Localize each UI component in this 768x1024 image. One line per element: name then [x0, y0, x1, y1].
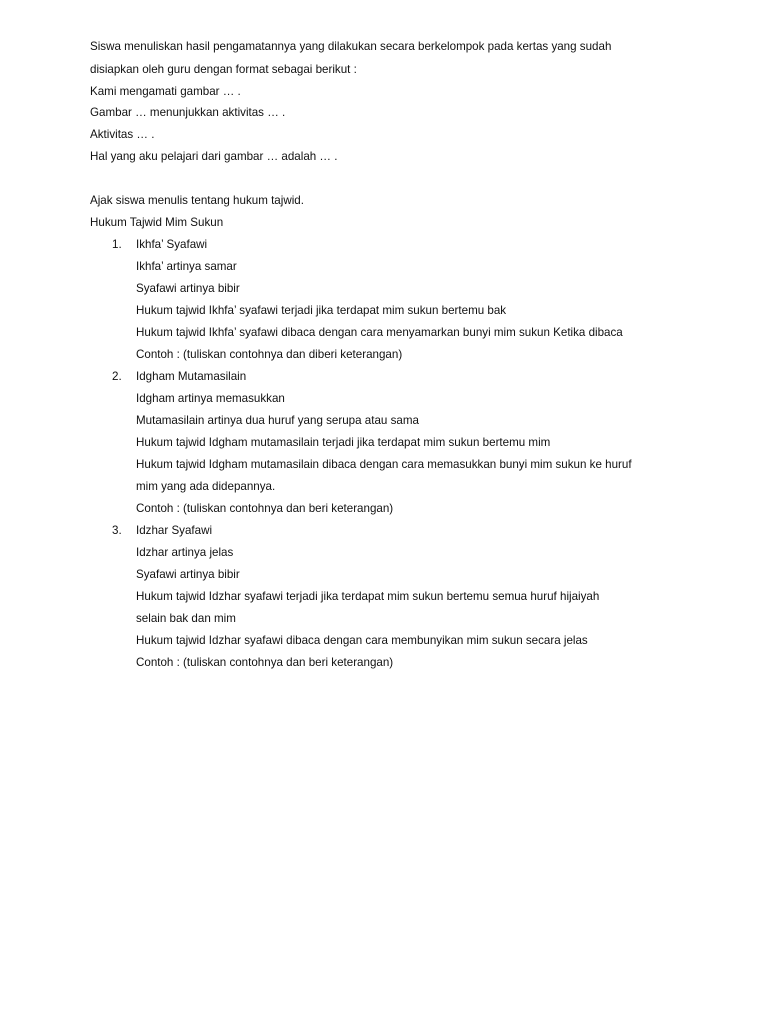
- format-line-3: Aktivitas … .: [90, 128, 155, 141]
- list-item-line: Contoh : (tuliskan contohnya dan beri keterangan): [136, 502, 394, 515]
- list-item-line: Syafawi artinya bibir: [136, 282, 240, 295]
- list-item-line: Contoh : (tuliskan contohnya dan beri keterangan): [136, 656, 394, 669]
- format-line-4: Hal yang aku pelajari dari gambar … adalah … .: [90, 150, 338, 163]
- list-item-number: 3.: [112, 524, 122, 537]
- list-item-line: Hukum tajwid Ikhfa’ syafawi terjadi jika terdapat mim sukun bertemu bak: [136, 304, 507, 317]
- list-item-line: Hukum tajwid Idzhar syafawi terjadi jika terdapat mim sukun bertemu semua huruf hijaiyah: [136, 590, 600, 603]
- list-item-line: Mutamasilain artinya dua huruf yang serupa atau sama: [136, 414, 419, 427]
- list-item-line: mim yang ada didepannya.: [136, 480, 276, 493]
- list-item-title-text: Ikhfa’ Syafawi: [136, 238, 208, 251]
- list-item-line: Idzhar artinya jelas: [136, 546, 234, 559]
- format-line-2: Gambar … menunjukkan aktivitas … .: [90, 106, 286, 119]
- list-item-number: 1.: [112, 238, 122, 251]
- list-item-line: Contoh : (tuliskan contohnya dan diberi keterangan): [136, 348, 403, 361]
- list-item-line: Ikhfa’ artinya samar: [136, 260, 237, 273]
- list-item-line: Hukum tajwid Ikhfa’ syafawi dibaca dengan cara menyamarkan bunyi mim sukun Ketika dibaca: [136, 326, 623, 339]
- format-line-1: Kami mengamati gambar … .: [90, 85, 241, 98]
- intro-line-2: disiapkan oleh guru dengan format sebagai berikut :: [90, 63, 357, 76]
- list-item-line: Hukum tajwid Idgham mutamasilain dibaca dengan cara memasukkan bunyi mim sukun ke huruf: [136, 458, 632, 471]
- list-item-line: Syafawi artinya bibir: [136, 568, 240, 581]
- list-item-line: Hukum tajwid Idgham mutamasilain terjadi jika terdapat mim sukun bertemu mim: [136, 436, 551, 449]
- list-item-line: Idgham artinya memasukkan: [136, 392, 285, 405]
- instruction-line: Ajak siswa menulis tentang hukum tajwid.: [90, 194, 304, 207]
- list-item-title-text: Idgham Mutamasilain: [136, 370, 247, 383]
- list-item-title: [112, 238, 207, 252]
- list-item-title-text: Idzhar Syafawi: [136, 524, 213, 537]
- list-item-number: 2.: [112, 370, 122, 383]
- list-item-title: [112, 370, 246, 384]
- list-item-line: selain bak dan mim: [136, 612, 236, 625]
- list-item-title: [112, 524, 212, 538]
- intro-line-1: Siswa menuliskan hasil pengamatannya yang dilakukan secara berkelompok pada kertas yang sudah: [90, 40, 612, 53]
- section-heading: Hukum Tajwid Mim Sukun: [90, 216, 224, 229]
- list-item-line: Hukum tajwid Idzhar syafawi dibaca dengan cara membunyikan mim sukun secara jelas: [136, 634, 588, 647]
